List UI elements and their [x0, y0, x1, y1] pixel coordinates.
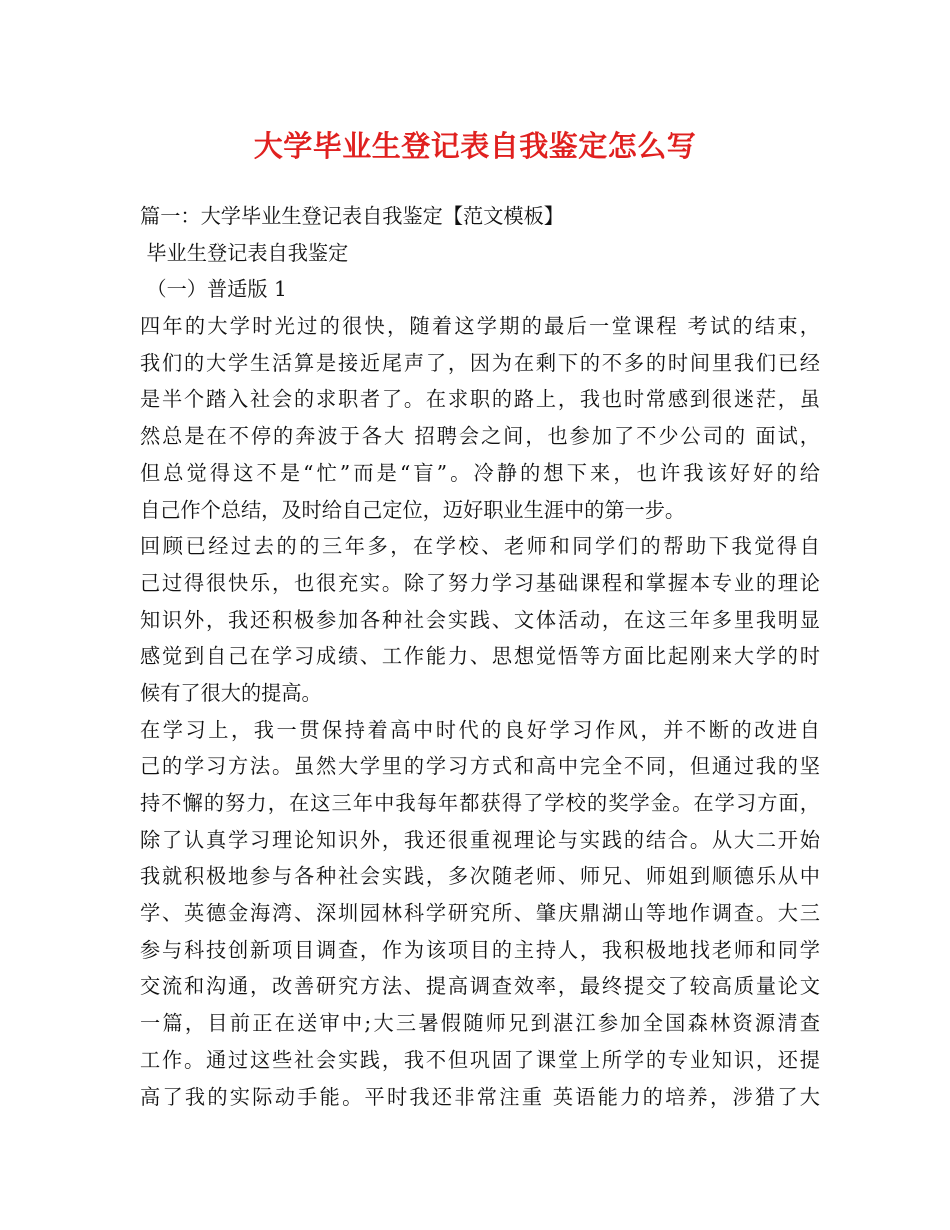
text-line: 四年的大学时光过的很快，随着这学期的最后一堂课程 考试的结束， [140, 314, 820, 339]
text-line: 是半个踏入社会的求职者了。在求职的路上，我也时常感到很迷茫，虽 [140, 387, 820, 412]
text-line: 己过得很快乐，也很充实。除了努力学习基础课程和掌握本专业的理论 [140, 570, 820, 595]
document-title: 大学毕业生登记表自我鉴定怎么写 [253, 129, 697, 163]
text-line: 毕业生登记表自我鉴定 [140, 240, 349, 265]
text-line: （一）普适版 1 [140, 277, 287, 302]
text-line: 篇一：大学毕业生登记表自我鉴定【范文模板】 [140, 204, 564, 228]
text-line: 感觉到自己在学习成绩、工作能力、思想觉悟等方面比起刚来大学的时 [140, 644, 820, 669]
text-line: 学、英德金海湾、深圳园林科学研究所、肇庆鼎湖山等地作调查。大三 [140, 901, 820, 926]
text-line: 高了我的实际动手能。平时我还非常注重 英语能力的培养，涉猎了大 [140, 1084, 820, 1109]
text-line: 持不懈的努力，在这三年中我每年都获得了学校的奖学金。在学习方面， [140, 791, 820, 815]
text-line: 我就积极地参与各种社会实践，多次随老师、师兄、师姐到顺德乐从中 [140, 864, 820, 889]
text-line: 除了认真学习理论知识外，我还很重视理论与实践的结合。从大二开始 [140, 827, 820, 852]
text-line: 然总是在不停的奔波于各大 招聘会之间，也参加了不少公司的 面试， [140, 424, 820, 449]
text-line: 在学习上，我一贯保持着高中时代的良好学习作风，并不断的改进自 [140, 717, 820, 742]
text-line: 但总觉得这不是“忙”而是“盲”。冷静的想下来，也许我该好好的给 [140, 460, 820, 485]
text-line: 参与科技创新项目调查，作为该项目的主持人，我积极地找老师和同学 [140, 937, 820, 962]
text-line: 我们的大学生活算是接近尾声了，因为在剩下的不多的时间里我们已经 [140, 350, 820, 375]
text-line: 一篇，目前正在送审中;大三暑假随师兄到湛江参加全国森林资源清查 [140, 1011, 820, 1036]
text-line: 己的学习方法。虽然大学里的学习方式和高中完全不同，但通过我的坚 [140, 754, 820, 779]
text-line: 候有了很大的提高。 [140, 680, 322, 705]
text-line: 工作。通过这些社会实践，我不但巩固了课堂上所学的专业知识，还提 [140, 1047, 820, 1072]
text-line: 自己作个总结，及时给自己定位，迈好职业生涯中的第一步。 [140, 497, 686, 522]
text-line: 回顾已经过去的的三年多，在学校、老师和同学们的帮助下我觉得自 [140, 534, 820, 559]
text-line: 知识外，我还积极参加各种社会实践、文体活动，在这三年多里我明显 [140, 607, 820, 632]
text-line: 交流和沟通，改善研究方法、提高调查效率，最终提交了较高质量论文 [140, 974, 820, 999]
document-body [140, 198, 820, 1115]
